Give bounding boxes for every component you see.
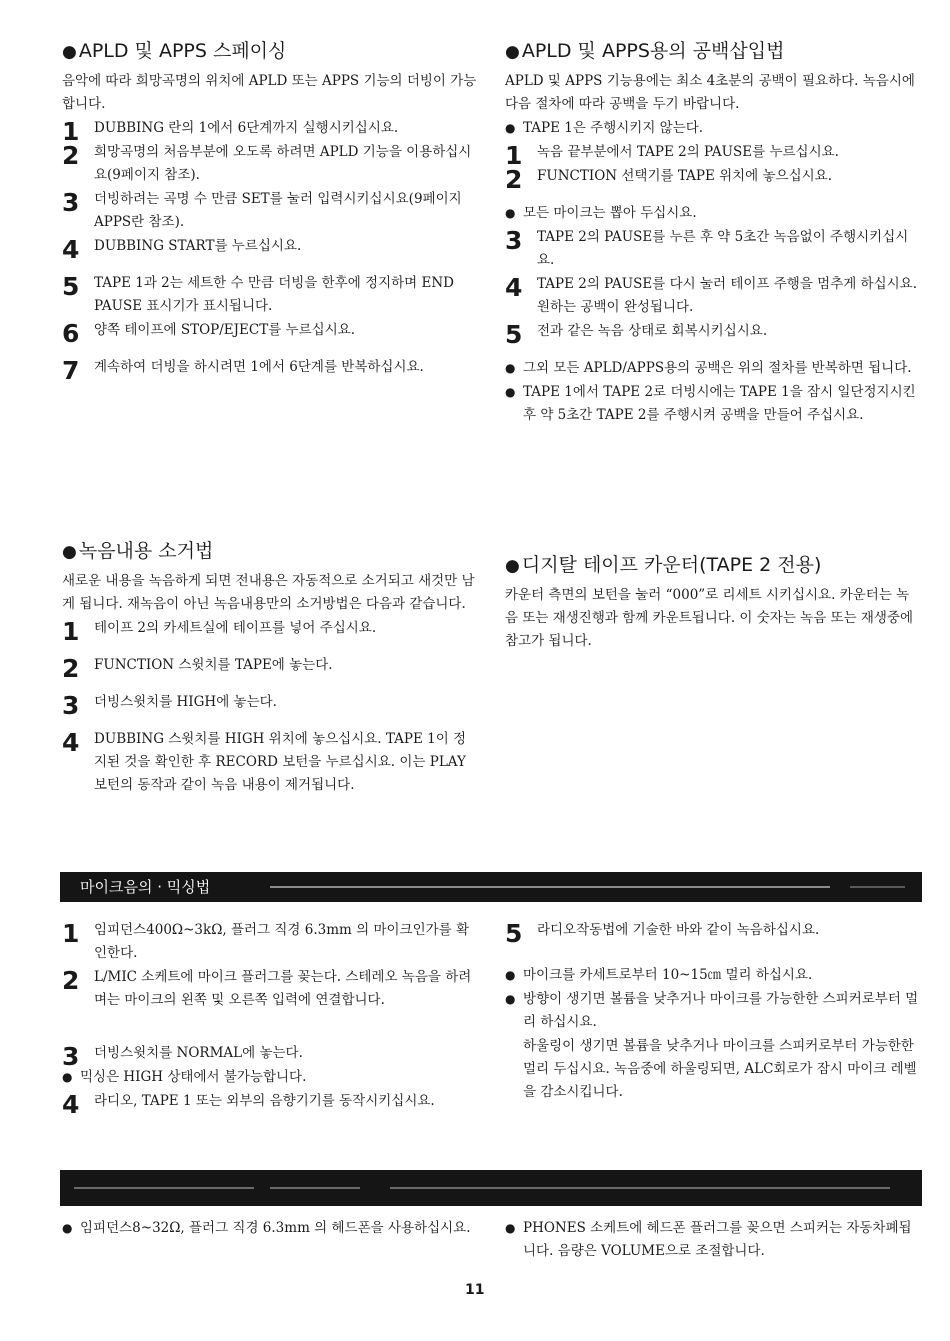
step-number: 5 [62,272,80,301]
step-item [62,691,477,720]
note-item [505,357,920,380]
bullet-icon: ● [505,1221,516,1235]
step-item [62,1090,477,1119]
step-number: 2 [62,966,80,995]
note-text: TAPE 1은 주행시키지 않는다. [523,120,704,136]
section-title-text: APLD 및 APPS용의 공백삽입법 [521,40,785,62]
step-text: FUNCTION 스윗치를 TAPE에 놓는다. [94,657,333,673]
step-text: 전과 같은 녹음 상태로 회복시키십시요. [537,323,768,339]
section-title [505,38,920,65]
step-text: TAPE 1과 2는 세트한 수 만큼 더빙을 한후에 정지하며 END PAUSE 표시기가 표시됩니다. [94,275,454,314]
step-item [62,356,477,385]
note-text: 마이크를 카세트로부터 10~15㎝ 멀리 하십시요. [523,967,813,983]
section-title-text: APLD 및 APPS 스페이싱 [78,40,287,62]
decorative-line [270,1187,360,1189]
bullet-icon: ● [505,121,516,135]
bullet-icon: ● [62,542,77,562]
decorative-line [74,1187,254,1189]
spacer [62,715,477,727]
step-text: DUBBING START를 누르십시요. [94,238,302,254]
note-item [505,988,920,1034]
note-text: 그외 모든 APLD/APPS용의 공백은 위의 절차를 반복하면 됩니다. [523,360,912,376]
step-item [62,272,477,318]
bullet-icon: ● [505,556,520,576]
section-title-text: 디지탈 테이프 카운터(TAPE 2 전용) [521,554,822,576]
step-text: 양쪽 테이프에 STOP/EJECT를 누르십시요. [94,322,356,338]
step-number: 6 [62,319,80,348]
step-item [62,117,477,146]
step-number: 2 [505,165,523,194]
bullet-icon: ● [505,361,516,375]
intro-text: 음악에 따라 희망곡명의 위치에 APLD 또는 APPS 기능의 더빙이 가능합니다. [62,73,477,112]
decorative-line [390,1187,890,1189]
spacer [62,641,477,653]
bullet-icon: ● [505,42,520,62]
step-item [62,654,477,683]
bullet-icon: ● [505,206,516,220]
spacer [62,1013,477,1041]
step-text: 계속하여 더빙을 하시려면 1에서 6단계를 반복하십시요. [94,359,424,375]
spacer [62,343,477,355]
page-number: 11 [465,1282,485,1298]
intro-text: 새로운 내용을 녹음하게 되면 전내용은 자동적으로 소거되고 새것만 남게 됩니다. 재녹음이 아닌 녹음내용만의 소거방법은 다음과 같습니다. [62,573,475,612]
step-number: 4 [505,273,523,302]
bullet-icon: ● [62,1070,73,1084]
section-title-text: 녹음내용 소거법 [78,540,214,562]
bullet-icon: ● [505,992,516,1006]
step-text: 더빙하려는 곡명 수 만큼 SET를 눌러 입력시키십시요(9페이지 APPS란 참조). [94,191,462,230]
step-number: 3 [505,226,523,255]
step-item [62,1042,477,1071]
step-text: 녹음 끝부분에서 TAPE 2의 PAUSE를 누르십시요. [537,144,839,160]
step-item [62,188,477,234]
step-number: 1 [62,117,80,146]
mixing-title: 마이크음의 · 믹싱법 [80,878,211,896]
step-number: 1 [62,617,80,646]
step-item [62,617,477,646]
step-item [62,141,477,187]
note-text: 임피던스8~32Ω, 플러그 직경 6.3mm 의 헤드폰을 사용하십시요. [80,1220,471,1236]
step-item [62,319,477,348]
spacer [505,344,920,356]
mixing-header-bar [60,872,922,902]
spacer [62,259,477,271]
step-text: 라디오작동법에 기술한 바와 같이 녹음하십시요. [537,922,820,938]
step-number: 5 [505,919,523,948]
step-text: FUNCTION 선택기를 TAPE 위치에 놓으십시요. [537,168,833,184]
step-text: 더빙스윗치를 HIGH에 놓는다. [94,694,277,710]
bullet-icon: ● [62,42,77,62]
step-item [505,919,920,948]
step-item [62,235,477,264]
section-title [62,38,477,65]
note-text: 모든 마이크는 뽑아 두십시요. [523,205,697,221]
note-item [505,202,920,225]
section-title [505,552,920,579]
note-text: 방향이 생기면 볼륨을 낮추거나 마이크를 가능한한 스피커로부터 멀리 하십시요. [523,991,919,1030]
step-item [62,966,477,1012]
mixing-left-column [62,918,477,1119]
spacer [62,678,477,690]
step-number: 7 [62,356,80,385]
step-number: 1 [62,919,80,948]
step-text: 희망곡명의 처음부분에 오도록 하려면 APLD 기능을 이용하십시요(9페이지 참조). [94,144,472,183]
step-text: TAPE 2의 PAUSE를 누른 후 약 5초간 녹음없이 주행시키십시요. [537,229,909,268]
step-item [505,320,920,349]
step-item [62,728,477,797]
phones-header-bar [60,1170,922,1206]
step-text: TAPE 2의 PAUSE를 다시 눌러 테이프 주행을 멈추게 하십시요. 원하는 공백이 완성됩니다. [537,276,918,315]
right-column [505,38,920,667]
section-title [62,538,477,565]
step-item [505,141,920,170]
phones-right-column [505,1216,920,1264]
step-item [62,919,477,965]
bullet-icon: ● [62,1221,73,1235]
step-number: 3 [62,188,80,217]
note-item [505,1217,920,1263]
note-text: PHONES 소케트에 헤드폰 플러그를 꽂으면 스피커는 자동차폐됩니다. 음량은 VOLUME으로 조절합니다. [523,1220,912,1259]
note-item [62,1066,477,1089]
spacer [505,189,920,201]
step-text: 테이프 2의 카세트실에 테이프를 넣어 주십시요. [94,620,377,636]
note-item [505,964,920,987]
step-item [505,226,920,272]
step-number: 3 [62,691,80,720]
bullet-icon: ● [505,968,516,982]
note-item [505,117,920,140]
mixing-right-column [505,918,920,1104]
decorative-line [850,886,905,888]
section-counter [505,552,920,653]
step-text: 더빙스윗치를 NORMAL에 놓는다. [94,1045,303,1061]
step-number: 4 [62,1090,80,1119]
note-text: 믹싱은 HIGH 상태에서 불가능합니다. [80,1069,307,1085]
decorative-line [270,886,830,888]
phones-left-column [62,1216,477,1241]
step-text: L/MIC 소케트에 마이크 플러그를 꽂는다. 스테레오 녹음을 하려며는 마이크의 왼쪽 및 오른쪽 입력에 연결합니다. [94,969,472,1008]
section-blank-insert [505,38,920,538]
step-text: DUBBING 란의 1에서 6단계까지 실행시키십시요. [94,120,399,136]
counter-text: 카운터 측면의 보턴을 눌러 “000”로 리세트 시키십시요. 카운터는 녹음 또는 재생진행과 함께 카운트됩니다. 이 숫자는 녹음 또는 재생중에 참고가 됩니다. [505,587,914,649]
step-number: 4 [62,728,80,757]
step-text: DUBBING 스윗치를 HIGH 위치에 놓으십시요. TAPE 1이 정지된 것을 확인한 후 RECORD 보턴을 누르십시요. 이는 PLAY 보턴의 동작과 같이 녹음 내용이 제거됩니다. [94,731,467,793]
section-erase [62,538,477,797]
step-number: 3 [62,1042,80,1071]
section-apld-spacing [62,38,477,508]
note-item [505,381,920,427]
step-item [505,165,920,194]
step-number: 4 [62,235,80,264]
step-number: 1 [505,141,523,170]
step-number: 2 [62,654,80,683]
step-text: 임피던스400Ω~3kΩ, 플러그 직경 6.3mm 의 마이크인가를 확인한다. [94,922,470,961]
note-item [62,1217,477,1240]
howling-text: 하울링이 생기면 볼륨을 낮추거나 마이크를 스피커로부터 가능한한 멀리 두십시요. 녹음중에 하울링되면, ALC회로가 잠시 마이크 레벨을 감소시킵니다. [523,1038,917,1100]
note-text: TAPE 1에서 TAPE 2로 더빙시에는 TAPE 1을 잠시 일단정지시킨 후 약 5초간 TAPE 2를 주행시켜 공백을 만들어 주십시요. [523,384,916,423]
left-column [62,38,477,811]
step-number: 2 [62,141,80,170]
step-text: 라디오, TAPE 1 또는 외부의 음향기기를 동작시키십시요. [94,1093,435,1109]
step-item [505,273,920,319]
bullet-icon: ● [505,385,516,399]
step-number: 5 [505,320,523,349]
spacer [505,943,920,963]
intro-text: APLD 및 APPS 기능용에는 최소 4초분의 공백이 필요하다. 녹음시에 다음 절차에 따라 공백을 두기 바랍니다. [505,73,915,112]
